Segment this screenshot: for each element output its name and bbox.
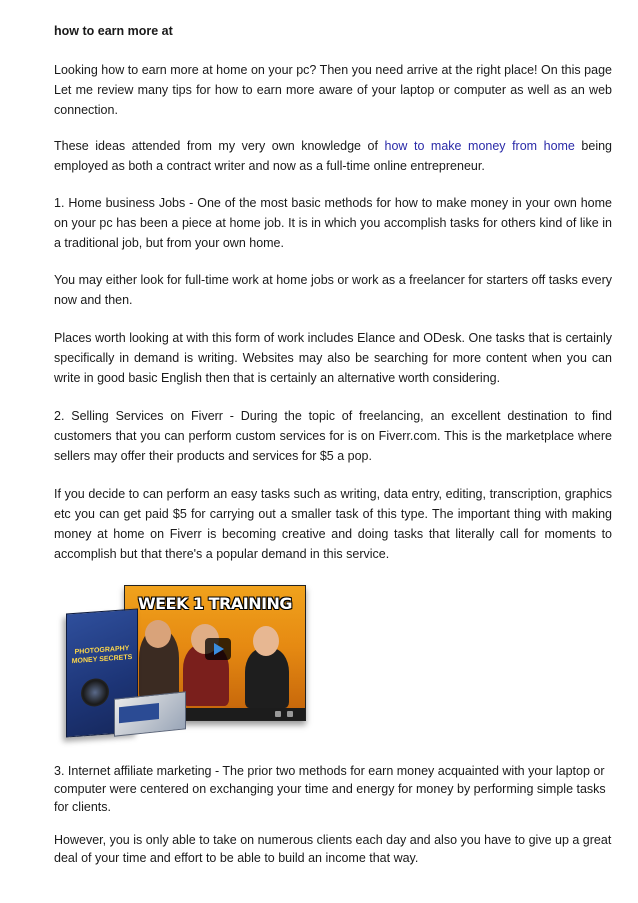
paragraph-ideas [54,136,612,176]
paragraph-clients-limit: However, you is only able to take on numerous clients each day and also you have to give up a great deal of your time and effort to be able to build an income that way. [54,833,612,865]
dvd-case [114,691,186,737]
play-icon[interactable] [205,638,231,660]
paragraph-ideas-text-before: These ideas attended from my very own knowledge of [54,139,385,153]
paragraph-elance-odesk: Places worth looking at with this form of work includes Elance and ODesk. One tasks that is certainly specifically in demand is writing. Websites may also be searching for more content when you can write in good basic English then that is certainly an alternative worth considering. [54,331,612,385]
camera-lens-icon [81,678,109,708]
paragraph-freelancer: You may either look for full-time work at home jobs or work as a freelancer for starters off tasks every now and then. [54,273,612,307]
make-money-from-home-link[interactable]: how to make money from home [384,139,575,153]
paragraph-fiverr-services: 2. Selling Services on Fiverr - During the topic of freelancing, an excellent destination to find customers that you can perform custom services for is on Fiverr.com. This is the marketplace where sellers may offer their products and services for $5 a pop. [54,409,612,463]
ebook-title: PHOTOGRAPHY MONEY SECRETS [71,645,133,666]
person-head [145,620,171,648]
fullscreen-icon[interactable] [287,711,293,717]
dvd-label [119,703,159,723]
person-head [253,626,279,656]
paragraph-fiverr-tasks: If you decide to can perform an easy tasks such as writing, data entry, editing, transcription, graphics etc you can get paid $5 for carrying out a smaller task of this type. The important thing with making money at home on Fiverr is becoming creative and doing tasks that literally call for moments to accomplish but that there's a popular demand in this service. [54,487,612,561]
paragraph-intro: Looking how to earn more at home on your pc? Then you need arrive at the right place! On this page Let me review many tips for how to earn more aware of your laptop or computer as well as an web connection. [54,63,612,117]
paragraph-ideas-text-after: being employed as both a contract writer and now as a full-time online entrepreneur. [54,139,613,173]
video-banner: WEEK 1 TRAINING [137,594,293,613]
paragraph-affiliate-marketing: 3. Internet affiliate marketing - The prior two methods for earn money acquainted with your laptop or computer were centered on exchanging your time and energy for money by performing simple tasks for clients. [54,764,606,814]
person-figure [245,648,289,708]
page-title: how to earn more at [54,24,173,38]
paragraph-home-business-jobs: 1. Home business Jobs - One of the most basic methods for how to make money in your own home on your pc has been a piece at home job. It is in which you accomplish tasks for others kind of like in a traditional job, but from your own home. [54,196,612,250]
volume-icon[interactable] [275,711,281,717]
promo-image [66,583,306,753]
